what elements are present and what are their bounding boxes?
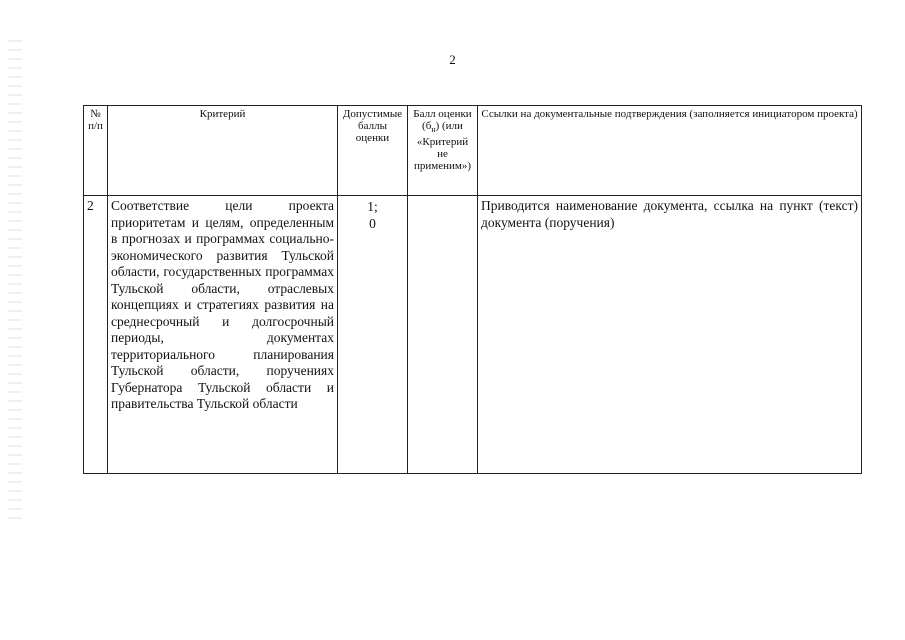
table-row — [84, 196, 862, 474]
criteria-table — [83, 105, 862, 474]
header-score — [408, 106, 478, 196]
row-score — [408, 196, 478, 474]
header-references: Ссылки на документальные подтверждения (заполняется инициатором проекта) — [478, 106, 862, 196]
header-score-part2: ) (или «Критерий не применим») — [413, 120, 471, 173]
row-criterion: Соответствие цели проекта приоритетам и целям, определенным в прогнозах и программах социально-экономического развития Тульской области, государственных программах Тульской области, отраслевых концепциях и стратегиях развития на среднесрочный и долгосрочный периоды, документах территориального планирования Тульской области, поручениях Губернатора Тульской области и правительства Тульской области — [108, 196, 338, 474]
header-allowed-scores: Допустимые баллы оценки — [338, 106, 408, 196]
page-number: 2 — [449, 52, 456, 67]
header-score-subscript: н — [431, 125, 436, 135]
header-num: № п/п — [84, 106, 108, 196]
header-criterion: Критерий — [108, 106, 338, 196]
row-allowed-scores — [338, 196, 408, 474]
table-header-row — [84, 106, 862, 196]
allowed-value-0: 0 — [369, 216, 376, 231]
scan-edge-artifact — [8, 40, 22, 520]
allowed-value-1: 1; — [367, 199, 378, 214]
header-score-part1: Балл оценки (б — [413, 108, 472, 132]
row-references: Приводится наименование документа, ссылка на пункт (текст) документа (поручения) — [478, 196, 862, 474]
row-num: 2 — [84, 196, 108, 474]
